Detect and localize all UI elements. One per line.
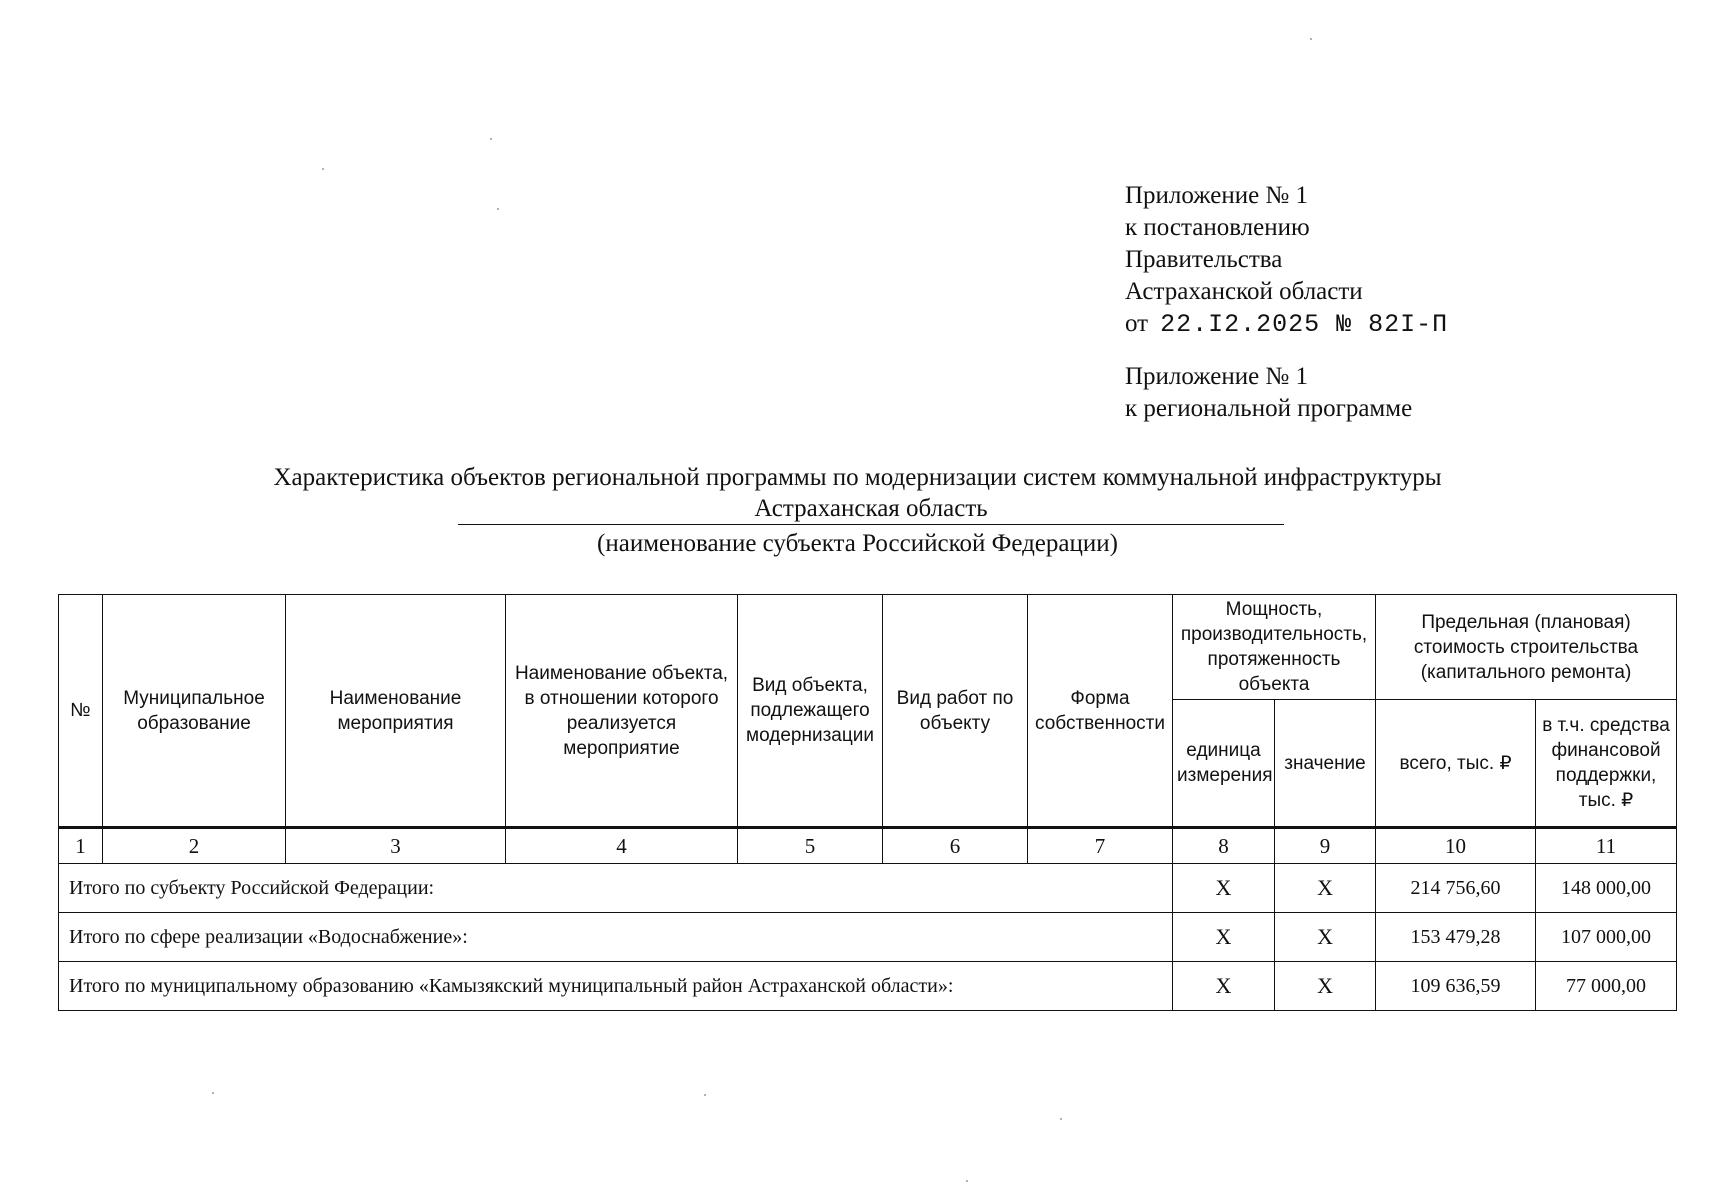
subject-caption: (наименование субъекта Российской Федерации) <box>597 530 1118 557</box>
column-number: 11 <box>1536 828 1677 864</box>
row-value: X <box>1275 913 1376 962</box>
header-cost-total: всего, тыс. ₽ <box>1376 700 1536 828</box>
approval-date-line <box>1125 308 1448 341</box>
row-label: Итого по субъекту Российской Федерации: <box>59 864 1173 913</box>
scan-speck <box>212 1092 214 1094</box>
approval-line-4: Астраханской области <box>1125 278 1363 305</box>
header-cost: Предельная (плановая) стоимость строительства (капитального ремонта) <box>1376 595 1677 700</box>
header-municipality: Муниципальное образование <box>103 595 286 828</box>
row-label: Итого по сфере реализации «Водоснабжение»: <box>59 913 1173 962</box>
scan-speck <box>1310 38 1312 40</box>
row-label: Итого по муниципальному образованию «Камызякский муниципальный район Астраханской области»: <box>59 962 1173 1011</box>
scan-speck <box>966 1180 968 1182</box>
column-number: 5 <box>738 828 883 864</box>
approval-date-value: 22.I2.2025 № 82I-П <box>1160 310 1449 339</box>
scan-speck <box>1060 1118 1062 1120</box>
scan-speck <box>497 208 499 210</box>
approval-line-3: Правительства <box>1125 246 1283 273</box>
column-number: 9 <box>1275 828 1376 864</box>
row-total: 109 636,59 <box>1376 962 1536 1011</box>
scan-speck <box>322 168 324 170</box>
document-title: Характеристика объектов региональной программы по модернизации систем коммунальной инфраструктуры <box>273 464 1442 491</box>
row-support: 148 000,00 <box>1536 864 1677 913</box>
row-value: X <box>1275 864 1376 913</box>
row-support: 77 000,00 <box>1536 962 1677 1011</box>
column-numbers-row <box>59 828 1677 864</box>
row-value: X <box>1275 962 1376 1011</box>
approval-block <box>1125 180 1448 425</box>
column-number: 7 <box>1028 828 1173 864</box>
header-value: значение <box>1275 700 1376 828</box>
header-measure: Наименование мероприятия <box>286 595 506 828</box>
column-number: 3 <box>286 828 506 864</box>
column-number: 8 <box>1173 828 1275 864</box>
column-number: 6 <box>883 828 1028 864</box>
row-unit: X <box>1173 913 1275 962</box>
approval-line-2: к постановлению <box>1125 214 1310 241</box>
header-capacity: Мощность, производительность, протяженность объекта <box>1173 595 1376 700</box>
column-number: 1 <box>59 828 103 864</box>
row-unit: X <box>1173 864 1275 913</box>
row-total: 153 479,28 <box>1376 913 1536 962</box>
approval-date-prefix: от <box>1125 310 1149 337</box>
scan-speck <box>704 1094 706 1096</box>
header-unit: единица измерения <box>1173 700 1275 828</box>
header-ownership: Форма собственности <box>1028 595 1173 828</box>
header-object-type: Вид объекта, подлежащего модернизации <box>738 595 883 828</box>
table-row <box>59 962 1677 1011</box>
subject-name: Астраханская область <box>458 494 1284 525</box>
table-row <box>59 864 1677 913</box>
objects-table <box>58 594 1677 1011</box>
row-support: 107 000,00 <box>1536 913 1677 962</box>
appendix-line-2: к региональной программе <box>1125 395 1413 422</box>
appendix-line-1: Приложение № 1 <box>1125 363 1309 390</box>
column-number: 2 <box>103 828 286 864</box>
row-unit: X <box>1173 962 1275 1011</box>
header-num: № <box>59 595 103 828</box>
column-number: 10 <box>1376 828 1536 864</box>
header-cost-support: в т.ч. средства финансовой поддержки, тыс. ₽ <box>1536 700 1677 828</box>
table-row <box>59 913 1677 962</box>
row-total: 214 756,60 <box>1376 864 1536 913</box>
scan-speck <box>490 138 492 140</box>
column-number: 4 <box>506 828 738 864</box>
approval-line-1: Приложение № 1 <box>1125 182 1309 209</box>
header-work-type: Вид работ по объекту <box>883 595 1028 828</box>
header-object: Наименование объекта, в отношении которого реализуется мероприятие <box>506 595 738 828</box>
